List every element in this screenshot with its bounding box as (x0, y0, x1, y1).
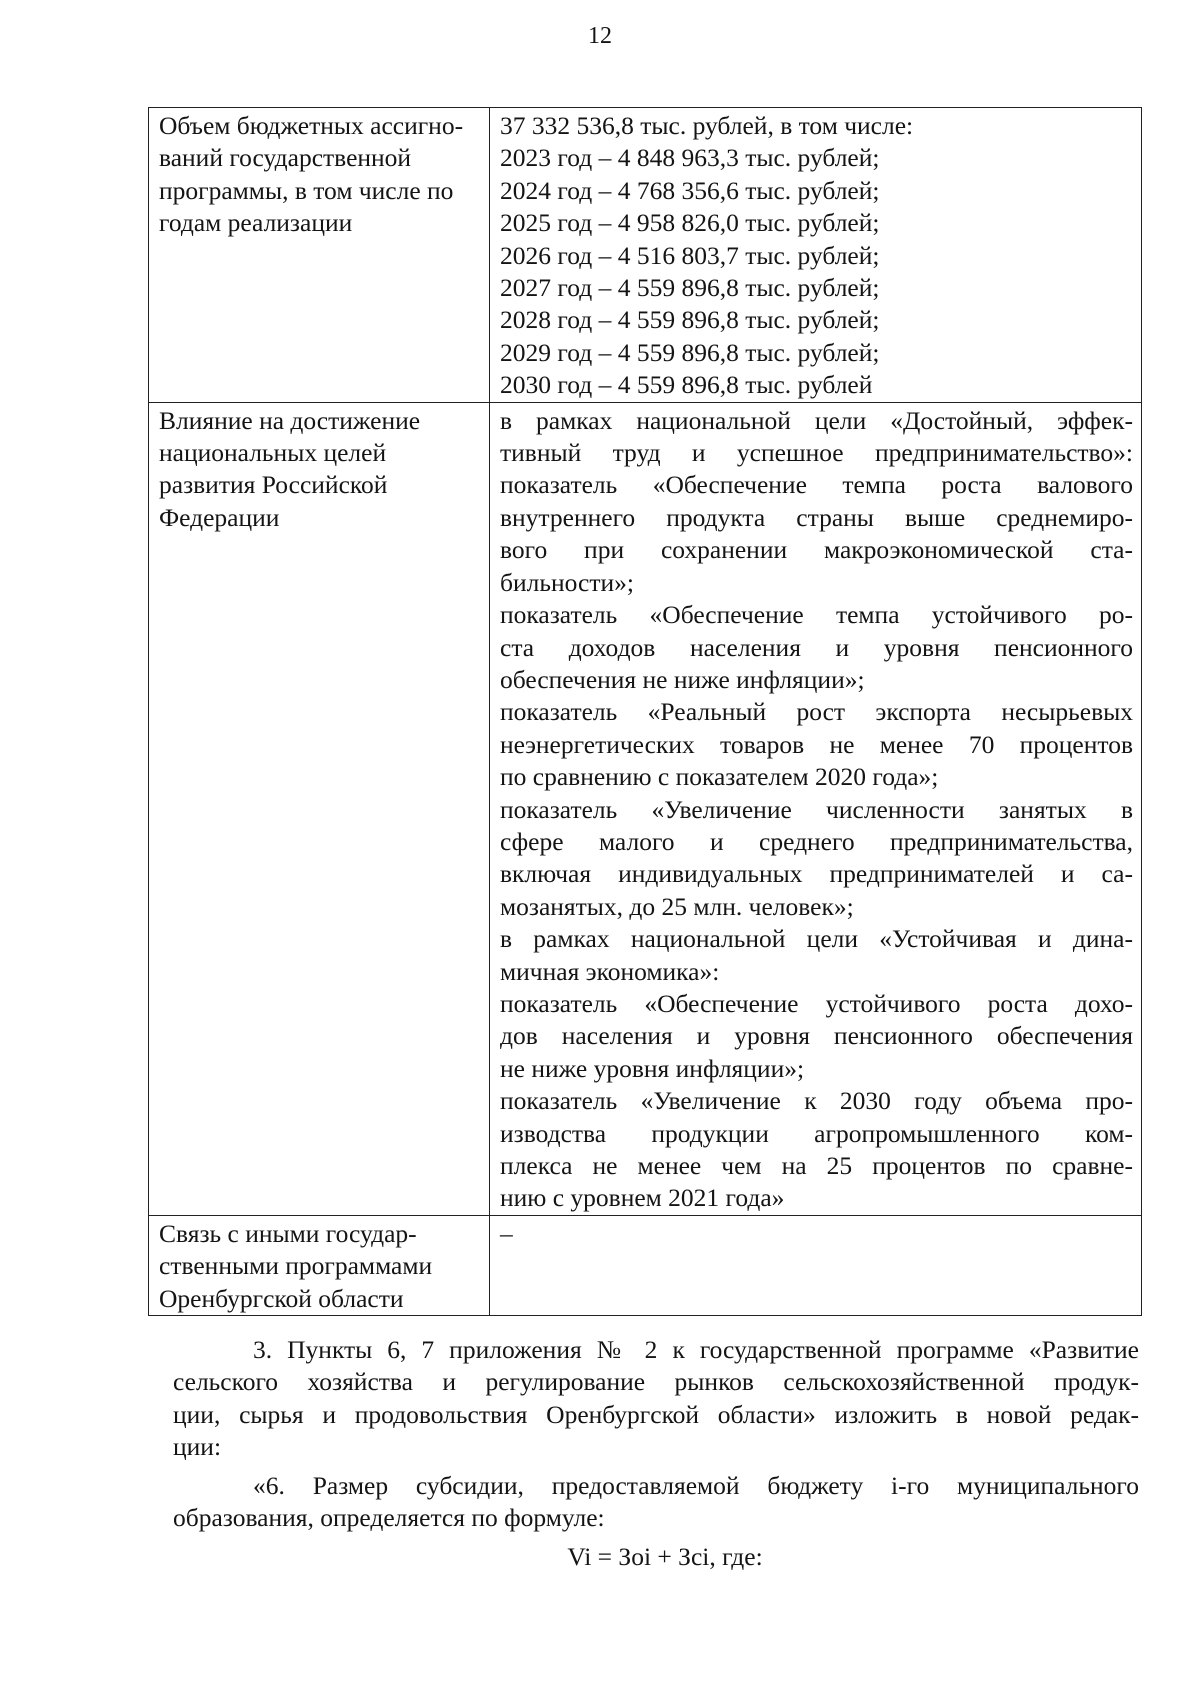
value-line: изводства продукции агропромышленного ком- (500, 1118, 1133, 1148)
value-line: включая индивидуальных предпринимателей и са- (500, 859, 1133, 889)
table-row (149, 108, 1142, 403)
paragraph-line: сельского хозяйства и регулирование рынков сельскохозяйственной продук- (173, 1367, 1139, 1397)
label-line: развития Российской (159, 470, 388, 500)
value-line: показатель «Обеспечение темпа устойчивого ро- (500, 600, 1133, 630)
value-line: показатель «Реальный рост экспорта несырьевых (500, 697, 1133, 727)
value-line: тивный труд и успешное предпринимательство»: (500, 438, 1133, 468)
row-label-related-programs (149, 1215, 490, 1315)
value-line: 2028 год – 4 559 896,8 тыс. рублей; (500, 305, 880, 335)
value-line: неэнергетических товаров не менее 70 процентов (500, 729, 1133, 759)
paragraph-line: образования, определяется по формуле: (173, 1503, 605, 1533)
row-value-related-programs (490, 1215, 1142, 1315)
label-line: ственными программами (159, 1251, 433, 1281)
value-line: показатель «Увеличение численности занятых в (500, 794, 1133, 824)
value-line: 2024 год – 4 768 356,6 тыс. рублей; (500, 175, 880, 205)
value-line: вого при сохранении макроэкономической ста- (500, 535, 1133, 565)
label-line: программы, в том числе по (159, 175, 454, 205)
table-row (149, 1215, 1142, 1315)
paragraph-line: ции, сырья и продовольствия Оренбургской области» изложить в новой редак- (173, 1399, 1139, 1429)
paragraph-6 (173, 1470, 1139, 1535)
value-line: сфере малого и среднего предпринимательства, (500, 826, 1133, 856)
value-line: бильности»; (500, 567, 634, 597)
value-line: 2025 год – 4 958 826,0 тыс. рублей; (500, 208, 880, 238)
row-value-budget (490, 108, 1142, 403)
value-line: плекса не менее чем на 25 процентов по сравне- (500, 1151, 1133, 1180)
value-line: 2027 год – 4 559 896,8 тыс. рублей; (500, 273, 880, 303)
row-label-national-goals (149, 402, 490, 1215)
value-line: 2023 год – 4 848 963,3 тыс. рублей; (500, 143, 880, 173)
label-line: Федерации (159, 502, 280, 532)
label-line: годам реализации (159, 208, 353, 238)
label-line: национальных целей (159, 438, 387, 468)
table-row (149, 402, 1142, 1215)
subsidy-formula: Vi = Зoi + Зci, где: (567, 1542, 763, 1571)
label-line: Связь с иными государ- (159, 1218, 417, 1248)
value-line: в рамках национальной цели «Достойный, эффек- (500, 405, 1133, 435)
paragraph-3 (173, 1334, 1139, 1464)
value-line: обеспечения не ниже инфляции»; (500, 664, 865, 694)
value-line: показатель «Обеспечение устойчивого роста дохо- (500, 988, 1133, 1018)
value-line: показатель «Увеличение к 2030 году объема про- (500, 1086, 1133, 1116)
row-label-budget (149, 108, 490, 403)
value-line: дов населения и уровня пенсионного обеспечения (500, 1021, 1133, 1051)
value-line: нию с уровнем 2021 года» (500, 1183, 785, 1213)
value-line: внутреннего продукта страны выше среднемиро- (500, 502, 1133, 532)
paragraph-line: ции: (173, 1432, 222, 1462)
value-line: – (500, 1218, 513, 1248)
value-line: ста доходов населения и уровня пенсионного (500, 632, 1133, 662)
row-value-national-goals (490, 402, 1142, 1215)
program-passport-table (148, 107, 1142, 1316)
value-line: 37 332 536,8 тыс. рублей, в том числе: (500, 111, 914, 140)
value-line: 2030 год – 4 559 896,8 тыс. рублей (500, 370, 873, 400)
value-line: 2029 год – 4 559 896,8 тыс. рублей; (500, 337, 880, 367)
label-line: Оренбургской области (159, 1283, 404, 1313)
page-number: 12 (588, 23, 612, 49)
paragraph-line: «6. Размер субсидии, предоставляемой бюджету i-го муниципального (253, 1471, 1139, 1500)
value-line: не ниже уровня инфляции»; (500, 1053, 805, 1083)
label-line: ваний государственной (159, 143, 412, 173)
value-line: 2026 год – 4 516 803,7 тыс. рублей; (500, 240, 880, 270)
value-line: показатель «Обеспечение темпа роста валового (500, 470, 1133, 500)
paragraph-line: 3. Пункты 6, 7 приложения № 2 к государственной программе «Развитие (253, 1335, 1139, 1364)
label-line: Влияние на достижение (159, 405, 421, 435)
label-line: Объем бюджетных ассигно- (159, 111, 464, 140)
value-line: мозанятых, до 25 млн. человек»; (500, 891, 854, 921)
value-line: мичная экономика»: (500, 956, 720, 986)
value-line: в рамках национальной цели «Устойчивая и дина- (500, 924, 1133, 954)
value-line: по сравнению с показателем 2020 года»; (500, 762, 939, 792)
